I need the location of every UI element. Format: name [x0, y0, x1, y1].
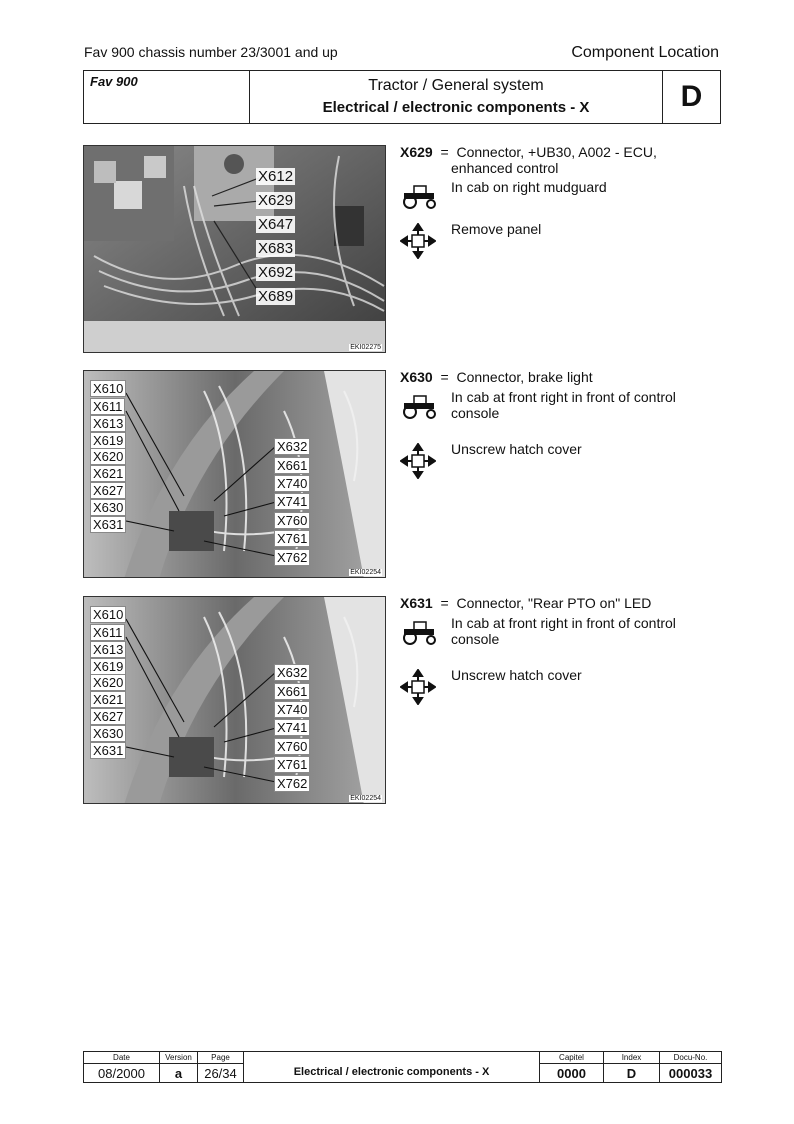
entry-code: X631	[400, 595, 433, 611]
callout-x613: X613	[90, 641, 126, 658]
footer-date: 08/2000	[98, 1066, 145, 1081]
footer-page: 26/34	[204, 1066, 237, 1081]
callout-x629: X629	[258, 192, 294, 209]
callout-x661: X661	[274, 683, 310, 700]
callout-x620: X620	[90, 448, 126, 465]
callout-x741: X741	[274, 493, 310, 510]
callout-x630: X630	[90, 725, 126, 742]
title-line-1: Tractor / General system	[368, 77, 544, 94]
title-box	[83, 70, 721, 124]
callout-x631: X631	[90, 742, 126, 759]
title-line-2: Electrical / electronic components - X	[322, 99, 590, 116]
entry-code: X629	[400, 144, 433, 160]
footer-capitel-label: Capitel	[540, 1052, 603, 1064]
callout-x761: X761	[274, 756, 310, 773]
footer-version-label: Version	[160, 1052, 197, 1064]
figure-2-image-id: EKI02254	[350, 569, 381, 576]
callout-x620: X620	[90, 674, 126, 691]
title-center	[250, 71, 662, 123]
callout-x621: X621	[90, 465, 126, 482]
entry-description: Connector, brake light	[456, 369, 593, 385]
callout-x619: X619	[90, 658, 126, 675]
callout-x632: X632	[274, 664, 310, 681]
footer-index-label: Index	[604, 1052, 659, 1064]
footer-version: a	[174, 1066, 183, 1081]
footer-date-cell	[84, 1052, 160, 1082]
footer-index: D	[626, 1066, 637, 1081]
callout-x613: X613	[90, 415, 126, 432]
entry-action: Unscrew hatch cover	[451, 667, 582, 683]
entry-code: X630	[400, 369, 433, 385]
entry-description: Connector, "Rear PTO on" LED	[456, 595, 652, 611]
move-arrows-icon	[400, 223, 436, 259]
callout-x761: X761	[274, 530, 310, 547]
document-header-right: Component Location	[571, 44, 719, 61]
footer-version-cell	[160, 1052, 198, 1082]
footer-page-label: Page	[198, 1052, 243, 1064]
callout-x627: X627	[90, 482, 126, 499]
callout-x647: X647	[258, 216, 294, 233]
callout-x630: X630	[90, 499, 126, 516]
figure-1-photo	[83, 145, 386, 353]
callout-x762: X762	[274, 775, 310, 792]
entry-equals: =	[440, 144, 449, 160]
figure-3-photo	[83, 596, 386, 804]
callout-x740: X740	[274, 701, 310, 718]
entry-action: Remove panel	[451, 221, 542, 237]
callout-x610: X610	[90, 606, 126, 623]
entry-location: In cab at front right in front of control	[451, 615, 676, 631]
callout-x611: X611	[90, 398, 125, 415]
footer-capitel: 0000	[557, 1066, 586, 1081]
callout-x627: X627	[90, 708, 126, 725]
tractor-icon	[400, 619, 440, 645]
entry-description-cont: enhanced control	[451, 160, 559, 176]
entry-location: In cab on right mudguard	[451, 179, 607, 195]
callout-x760: X760	[274, 512, 310, 529]
callout-x631: X631	[90, 516, 126, 533]
tractor-icon	[400, 393, 440, 419]
tractor-icon	[400, 183, 440, 209]
callout-x611: X611	[90, 624, 125, 641]
footer-title: Electrical / electronic components - X	[244, 1052, 540, 1082]
section-letter: D	[662, 71, 720, 123]
callout-x741: X741	[274, 719, 310, 736]
footer-docu-label: Docu-No.	[660, 1052, 721, 1064]
entry-description: Connector, +UB30, A002 - ECU,	[456, 144, 657, 160]
entry-location-cont: console	[451, 631, 500, 647]
model-name: Fav 900	[84, 71, 250, 123]
entry-location: In cab at front right in front of control	[451, 389, 676, 405]
figure-2-photo	[83, 370, 386, 578]
callout-x610: X610	[90, 380, 126, 397]
move-arrows-icon	[400, 443, 436, 479]
entry-x631	[400, 595, 730, 683]
entry-location-cont: console	[451, 405, 500, 421]
callout-x612: X612	[258, 168, 294, 185]
callout-x621: X621	[90, 691, 126, 708]
entry-x629	[400, 144, 730, 237]
footer-page-cell	[198, 1052, 244, 1082]
document-header-left: Fav 900 chassis number 23/3001 and up	[84, 44, 338, 60]
figure-1-image	[84, 146, 386, 353]
callout-x760: X760	[274, 738, 310, 755]
entry-equals: =	[440, 595, 449, 611]
entry-equals: =	[440, 369, 449, 385]
figure-3-image	[84, 597, 386, 804]
figure-1-image-id: EKI02275	[350, 344, 381, 351]
callout-x619: X619	[90, 432, 126, 449]
callout-x762: X762	[274, 549, 310, 566]
figure-3-image-id: EKI02254	[350, 795, 381, 802]
callout-x692: X692	[258, 264, 294, 281]
callout-x683: X683	[258, 240, 294, 257]
footer-docu-number: 000033	[668, 1066, 713, 1081]
entry-x630	[400, 369, 730, 457]
footer-index-cell	[604, 1052, 660, 1082]
footer-date-label: Date	[84, 1052, 159, 1064]
callout-x689: X689	[258, 288, 294, 305]
callout-x740: X740	[274, 475, 310, 492]
callout-x661: X661	[274, 457, 310, 474]
entry-action: Unscrew hatch cover	[451, 441, 582, 457]
callout-x632: X632	[274, 438, 310, 455]
figure-2-image	[84, 371, 386, 578]
footer-capitel-cell	[540, 1052, 604, 1082]
document-footer	[83, 1051, 722, 1083]
move-arrows-icon	[400, 669, 436, 705]
footer-docu-cell	[660, 1052, 721, 1082]
